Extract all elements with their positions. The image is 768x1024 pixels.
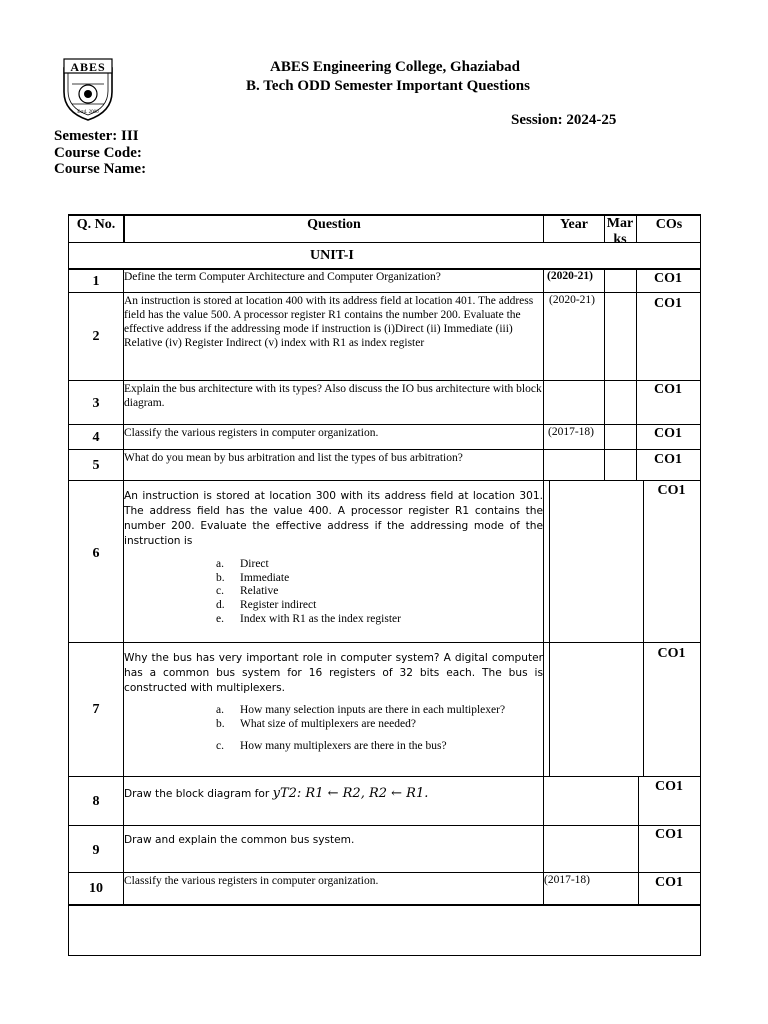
course-outcome: CO1 xyxy=(654,452,682,467)
course-outcome: CO1 xyxy=(655,827,683,842)
list-item: a. Direct xyxy=(216,558,269,570)
question-year: (2017-18) xyxy=(544,874,590,886)
semester-label: Semester: III xyxy=(54,128,139,144)
list-item: e. Index with R1 as the index register xyxy=(216,613,401,625)
course-outcome: CO1 xyxy=(655,875,683,890)
course-code-label: Course Code: xyxy=(54,145,142,161)
question-text: Classify the various registers in computer organization. xyxy=(124,427,379,439)
list-item: d. Register indirect xyxy=(216,599,317,611)
course-outcome: CO1 xyxy=(655,779,683,794)
question-year: (2017-18) xyxy=(548,426,594,438)
question-number: 10 xyxy=(89,881,103,896)
question-text: An instruction is stored at location 400 with its address field at location 401. The address field has the value 500. A processor register R1 contains the number 200. Evaluate the effective address if the addressing mode if instruction is (i)Direct (ii) Immediate (iii) Relative (iv) Register Indirect (v) index with R1 as index register xyxy=(124,295,534,349)
header-question: Question xyxy=(307,217,361,232)
question-text: Draw and explain the common bus system. xyxy=(124,834,355,846)
question-number: 9 xyxy=(92,843,100,858)
logo-estd: Estd. 2000 xyxy=(77,110,99,115)
course-outcome: CO1 xyxy=(654,271,682,286)
question-number: 8 xyxy=(92,794,100,809)
session-label: Session: 2024-25 xyxy=(511,112,617,128)
header-qno: Q. No. xyxy=(76,217,116,232)
question-number: 4 xyxy=(92,430,100,445)
list-item: c. How many multiplexers are there in the bus? xyxy=(216,740,447,752)
list-item: b. What size of multiplexers are needed? xyxy=(216,718,416,730)
question-number: 5 xyxy=(92,458,100,473)
course-outcome: CO1 xyxy=(654,296,682,311)
question-number: 7 xyxy=(92,702,100,717)
unit-heading: UNIT-I xyxy=(310,248,354,263)
question-text: An instruction is stored at location 300 with its address field at location 301. The address field has the value 400. A processor register R1 contains the number 200. Evaluate the effective address if the addressing mode of the instruction is xyxy=(124,490,543,547)
course-outcome: CO1 xyxy=(654,382,682,397)
course-name-label: Course Name: xyxy=(54,161,147,177)
math-expression: yT2: R1 ← R2, R2 ← R1. xyxy=(272,786,429,801)
list-item: c. Relative xyxy=(216,585,279,597)
page-title: B. Tech ODD Semester Important Questions xyxy=(246,78,530,94)
question-number: 2 xyxy=(92,329,100,344)
question-number: 6 xyxy=(92,546,100,561)
list-item: a. How many selection inputs are there in each multiplexer? xyxy=(216,704,506,716)
question-number: 1 xyxy=(92,274,100,289)
header-marks: Marks xyxy=(606,216,634,242)
question-text: Define the term Computer Architecture and Computer Organization? xyxy=(124,271,441,283)
header-cos: COs xyxy=(655,217,683,232)
question-year: (2020-21) xyxy=(547,270,593,282)
header-year: Year xyxy=(560,217,588,232)
question-text: Draw the block diagram for yT2: R1 ← R2, R2 ← R1. xyxy=(124,786,429,801)
logo-text: ABES xyxy=(70,60,106,74)
question-number: 3 xyxy=(92,396,100,411)
college-name: ABES Engineering College, Ghaziabad xyxy=(269,59,521,75)
course-outcome: CO1 xyxy=(657,483,686,498)
question-year: (2020-21) xyxy=(549,294,595,306)
course-outcome: CO1 xyxy=(657,646,686,661)
question-text: Why the bus has very important role in computer system? A digital computer has a common bus system for 16 registers of 32 bits each. The bus is constructed with multiplexers. xyxy=(124,652,543,694)
question-text: Classify the various registers in computer organization. xyxy=(124,875,379,887)
list-item: b. Immediate xyxy=(216,572,290,584)
question-text: What do you mean by bus arbitration and list the types of bus arbitration? xyxy=(124,452,463,464)
question-text: Explain the bus architecture with its types? Also discuss the IO bus architecture with block diagram. xyxy=(124,383,542,409)
course-outcome: CO1 xyxy=(654,426,682,441)
